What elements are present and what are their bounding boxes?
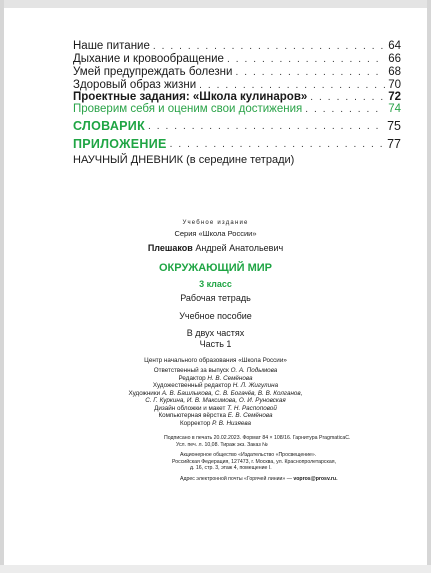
author-surname: Плешаков <box>147 243 193 253</box>
toc-entry-title: Проектные задания: «Школа кулинаров» <box>73 91 308 103</box>
credit-line <box>0 397 431 404</box>
center-line: Центр начального образования «Школа России» <box>144 357 287 364</box>
credit-role: Корректор <box>180 419 211 427</box>
toc-entry[interactable] <box>73 53 401 66</box>
email-prefix: Адрес электронной почты «Горячей линии» — <box>180 476 292 482</box>
toc-entry-title: Проверим себя и оценим свои достижения <box>73 103 303 115</box>
toc-section-appendix[interactable] <box>73 138 401 151</box>
credit-role: Дизайн обложки и макет <box>154 404 226 412</box>
toc-entry-page: 75 <box>387 119 401 133</box>
credit-person: Р. В. Низяева <box>212 419 251 427</box>
page-frame-bottom <box>0 565 431 573</box>
credit-person: Н. Л. Жигулина <box>232 382 279 389</box>
publisher-line: Российская Федерация, 127473, г. Москва, ул. Краснопролетарская, <box>172 458 337 465</box>
credit-line <box>0 405 431 412</box>
credit-person: С. Г. Куркина, И. В. Максимова, О. И. Руновская <box>145 397 286 404</box>
toc-entry-page: 66 <box>388 53 401 65</box>
toc-dot-leader <box>148 121 384 133</box>
toc-entry-page: 70 <box>388 79 401 91</box>
credit-line <box>0 375 431 382</box>
toc-entry-page: 64 <box>388 40 401 52</box>
toc-entry-title: Дыхание и кровообращение <box>73 53 224 65</box>
credit-role: Редактор <box>178 374 206 382</box>
manual-label: Учебное пособие <box>179 311 252 321</box>
toc-section-glossary[interactable] <box>73 120 401 133</box>
toc-entry-title: Наше питание <box>73 40 150 52</box>
hotline-email-link[interactable]: vopros@prosv.ru. <box>293 476 338 482</box>
credit-role: Компьютерная вёрстка <box>158 412 226 419</box>
print-line: Усл. печ. л. 10,08. Тираж экз. Заказ № <box>176 441 268 448</box>
page-frame-top <box>0 0 431 8</box>
credit-line <box>0 412 431 419</box>
credit-role: Ответственный за выпуск <box>153 367 229 374</box>
credit-role: Художники <box>128 389 161 397</box>
toc-entry-title: СЛОВАРИК <box>73 119 145 133</box>
publisher-line: д. 16, стр. 3, этаж 4, помещение I. <box>190 465 272 471</box>
publisher-line: Акционерное общество «Издательство «Просвещение». <box>180 452 317 458</box>
credit-person: О. А. Подымова <box>230 367 278 374</box>
credit-person: Т. Н. Распоповой <box>227 404 277 412</box>
credit-line <box>0 367 431 374</box>
toc-dot-leader <box>235 67 385 79</box>
toc-entry-title: Здоровый образ жизни <box>73 79 197 91</box>
credit-person: А. В. Башлыкова, С. В. Богачёв, В. В. Колганов, <box>161 389 303 397</box>
toc-diary-note: НАУЧНЫЙ ДНЕВНИК (в середине тетради) <box>73 154 295 166</box>
print-line: Подписано в печать 20.02.2023. Формат 84 × 108/16. Гарнитура PragmaticaC. <box>164 435 351 441</box>
toc-entry-self-check[interactable] <box>73 103 401 116</box>
toc-dot-leader <box>305 104 385 116</box>
hotline-email-line <box>180 476 420 482</box>
grade-label: 3 класс <box>199 279 232 289</box>
credit-role: Художественный редактор <box>152 382 231 389</box>
credit-line <box>0 420 431 427</box>
series-line: Серия «Школа России» <box>174 229 257 238</box>
toc-entry[interactable] <box>73 40 401 53</box>
part-label: Часть 1 <box>199 339 232 349</box>
toc-entry-title: ПРИЛОЖЕНИЕ <box>73 137 167 151</box>
book-kind: Рабочая тетрадь <box>180 293 251 303</box>
credit-line <box>0 382 431 389</box>
toc-entry-page: 68 <box>388 66 401 78</box>
toc-entry[interactable] <box>73 66 401 79</box>
credit-person: Е. В. Семёнова <box>227 412 273 419</box>
book-title: ОКРУЖАЮЩИЙ МИР <box>158 262 273 274</box>
author-name: Андрей Анатольевич <box>195 243 284 253</box>
toc-entry-page: 72 <box>388 91 401 103</box>
toc-dot-leader <box>227 54 385 66</box>
credit-line <box>0 390 431 397</box>
credit-person: Н. В. Семёнова <box>207 374 253 382</box>
toc-dot-leader <box>153 41 385 53</box>
author-line <box>0 243 431 253</box>
toc-entry-page: 77 <box>387 137 401 151</box>
toc-entry-title: Умей предупреждать болезни <box>73 66 233 78</box>
toc-entry-page: 74 <box>388 103 401 115</box>
toc-dot-leader <box>170 139 384 151</box>
parts-label: В двух частях <box>186 328 245 338</box>
edition-type: Учебное издание <box>182 220 249 226</box>
